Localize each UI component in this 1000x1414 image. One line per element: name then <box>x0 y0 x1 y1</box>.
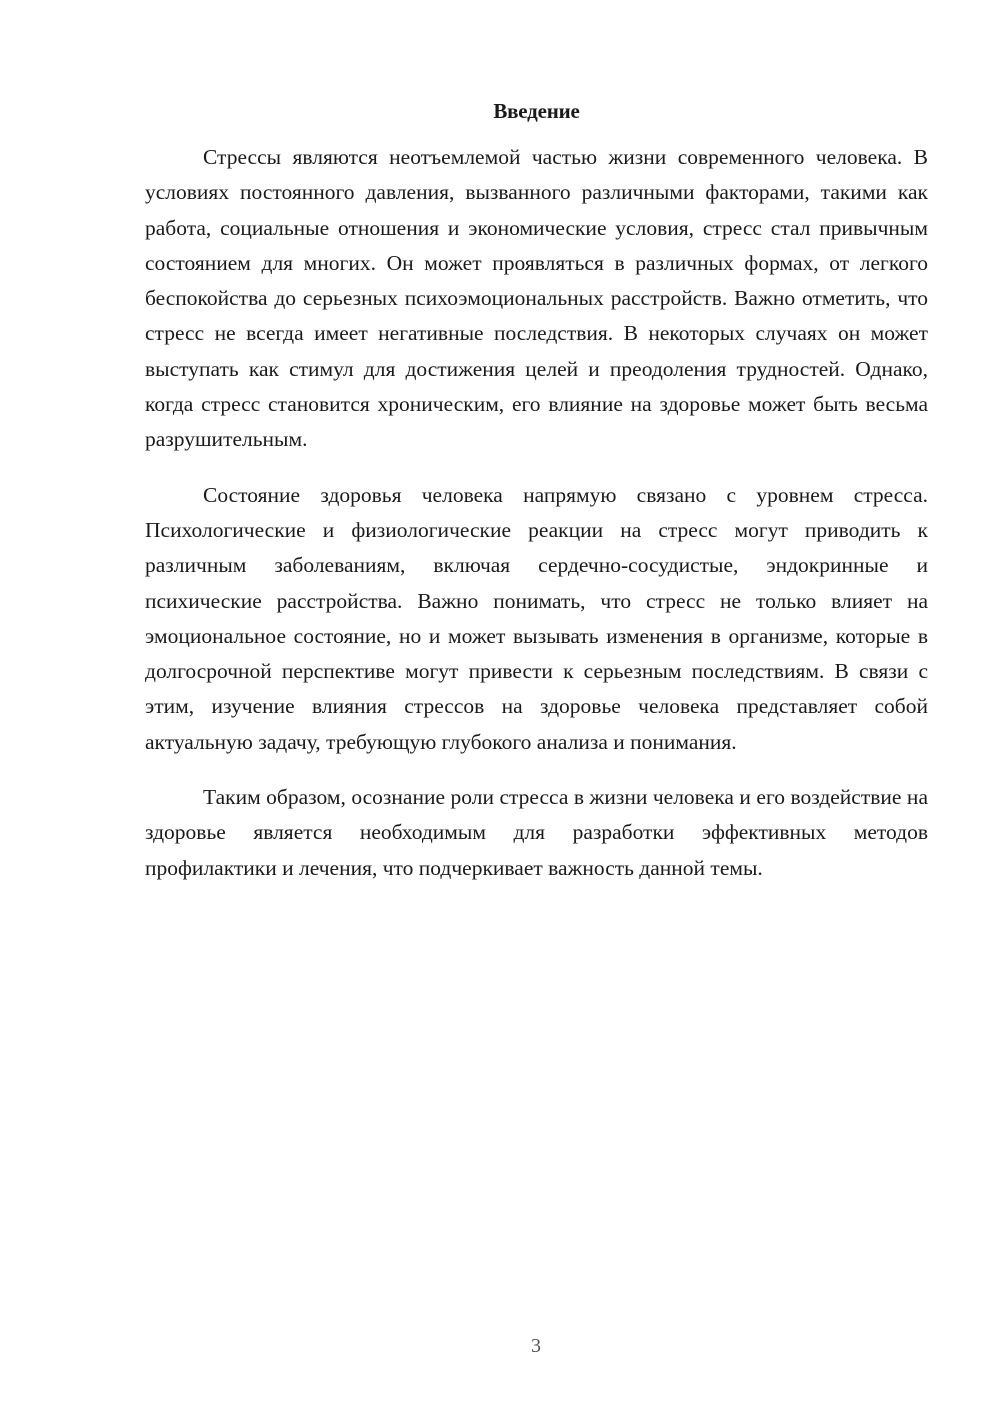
paragraph-1: Стрессы являются неотъемлемой частью жизни современного человека. В условиях постоянного давления, вызванного различными факторами, такими как работа, социальные отношения и экономические условия, стресс стал привычным состоянием для многих. Он может проявляться в различных формах, от легкого беспокойства до серьезных психоэмоциональных расстройств. Важно отметить, что стресс не всегда имеет негативные последствия. В некоторых случаях он может выступать как стимул для достижения целей и преодоления трудностей. Однако, когда стресс становится хроническим, его влияние на здоровье может быть весьма разрушительным. <box>145 145 928 452</box>
paragraph-2: Состояние здоровья человека напрямую связано с уровнем стресса. Психологические и физиологические реакции на стресс могут приводить к различным заболеваниям, включая сердечно-сосудистые, эндокринные и психические расстройства. Важно понимать, что стресс не только влияет на эмоциональное состояние, но и может вызывать изменения в организме, которые в долгосрочной перспективе могут привести к серьезным последствиям. В связи с этим, изучение влияния стрессов на здоровье человека представляет собой актуальную задачу, требующую глубокого анализа и понимания. <box>145 482 928 754</box>
page-number: 3 <box>531 1335 541 1357</box>
section-heading: Введение <box>493 99 580 123</box>
paragraph-3: Таким образом, осознание роли стресса в жизни человека и его воздействие на здоровье является необходимым для разработки эффективных методов профилактики и лечения, что подчеркивает важность данной темы. <box>145 785 928 880</box>
page-content <box>145 96 928 906</box>
